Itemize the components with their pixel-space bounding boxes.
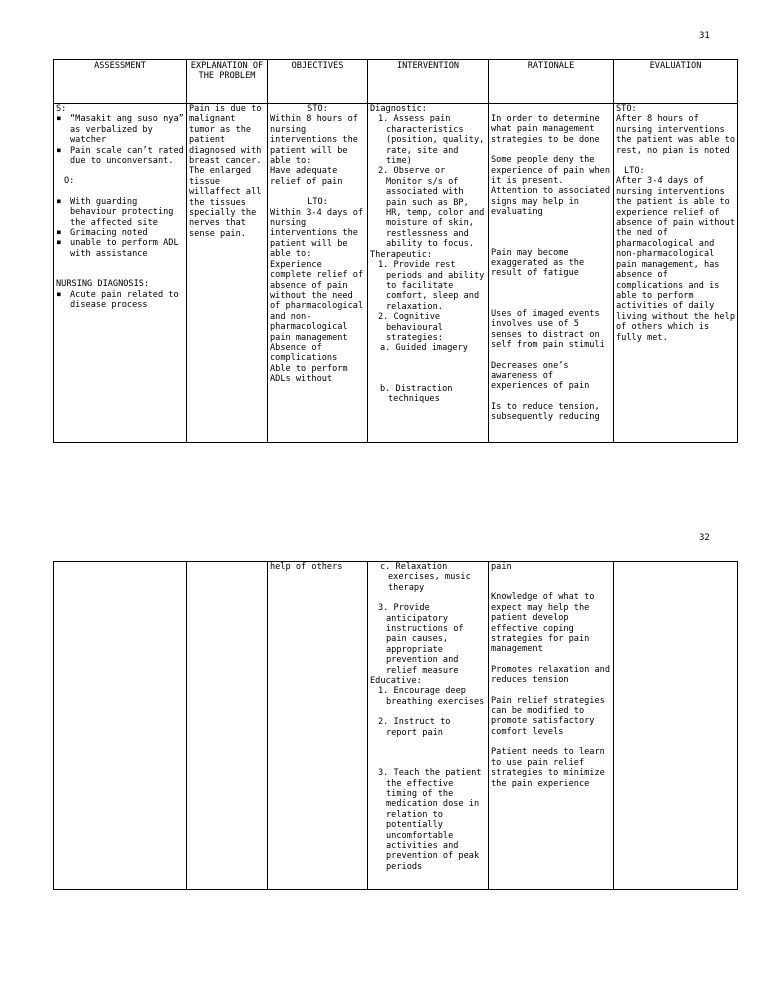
care-plan-table-page-1: [53, 59, 738, 443]
sto-label: STO:: [616, 104, 637, 114]
sto-text: Within 8 hours of nursing interventions the patient will be able to:: [270, 114, 358, 167]
list-item: ■ unable to perform ADL with assistance: [70, 238, 184, 259]
list-item: 1. Encourage deep breathing exercises: [378, 686, 485, 707]
assessment-cell: [54, 104, 187, 443]
objectives-cell: help of others: [268, 562, 368, 890]
rationale-item: Knowledge of what to expect may help the patient develop effective coping strategies for pain management: [491, 592, 595, 655]
rationale-item: Decreases one’s awareness of experiences of pain: [491, 360, 590, 392]
nursing-diagnosis-label: NURSING DIAGNOSIS:: [56, 279, 150, 290]
lto-text: After 3-4 days of nursing interventions the patient is able to experience relief of absence of pain without the ned of pharmacological and non-pharmacological pain management, has absence of complications and is able to perform activities of daily living without the help of others which is fully met.: [616, 176, 735, 343]
rationale-cell: [489, 562, 614, 890]
list-item: c. Relaxation exercises, music therapy: [380, 562, 471, 593]
table-header-row: [54, 60, 738, 104]
rationale-item: pain: [491, 562, 512, 572]
table-row: [54, 104, 738, 443]
page-number: 31: [699, 31, 710, 41]
rationale-cell: [489, 104, 614, 443]
sto-text: After 8 hours of nursing interventions the patient was able to rest, no pian is noted: [616, 114, 735, 156]
rationale-item: Uses of imaged events involves use of 5 senses to distract on self from pain stimuli: [491, 308, 605, 351]
rationale-item: In order to determine what pain management strategies to be done: [491, 114, 600, 145]
list-item: a. Guided imagery: [380, 343, 468, 354]
lto-goal: Able to perform ADLs without: [270, 363, 348, 385]
lto-label: LTO:: [624, 166, 645, 177]
evaluation-cell: [614, 104, 738, 443]
care-plan-table-page-2: [53, 561, 738, 890]
rationale-item: Pain may become exaggerated as the result of fatigue: [491, 247, 585, 279]
lto-goal: Experience complete relief of absence of pain without the need of pharmacological and non-pharmacological pain management: [270, 259, 364, 343]
objectives-cell: [268, 104, 368, 443]
list-item: 3. Teach the patient the effective timing of the medication dose in relation to potentially uncomfortable activities and prevention of peak periods: [378, 768, 482, 872]
diagnostic-label: Diagnostic:: [370, 104, 427, 114]
list-item: ■ Acute pain related to disease process: [70, 290, 184, 311]
page-number: 32: [699, 533, 710, 543]
subjective-list: [56, 114, 184, 166]
header-intervention: INTERVENTION: [368, 60, 489, 104]
list-item: 2. Cognitive behavioural strategies:: [378, 312, 443, 343]
list-item: ■ Grimacing noted: [70, 228, 184, 238]
intervention-cell: [368, 562, 489, 890]
list-item: 2. Instruct to report pain: [378, 717, 451, 738]
list-item: ■ “Masakit ang suso nya” as verbalized by watcher: [70, 114, 184, 145]
objective-list: [56, 197, 184, 259]
explanation-cell: [187, 562, 268, 890]
lto-goal: Absence of complications: [270, 342, 338, 364]
intervention-cell: [368, 104, 489, 443]
header-evaluation: EVALUATION: [614, 60, 738, 104]
educative-label: Educative:: [370, 676, 422, 687]
sto-goal: Have adequate relief of pain: [270, 166, 343, 187]
header-explanation: EXPLANATION OF THE PROBLEM: [187, 60, 268, 104]
lto-text: Within 3-4 days of nursing interventions the patient will be able to:: [270, 207, 364, 260]
objective-label: O:: [64, 176, 75, 187]
explanation-cell: Pain is due to malignant tumor as the patient diagnosed with breast cancer. The enlarged tissue willaffect all the tissues specially the nerves that sense pain.: [187, 104, 268, 443]
therapeutic-label: Therapeutic:: [370, 249, 433, 260]
list-item: 3. Provide anticipatory instructions of pain causes, appropriate prevention and relief measure: [378, 603, 464, 676]
rationale-item: Patient needs to learn to use pain relief strategies to minimize the pain experience: [491, 747, 605, 789]
list-item: b. Distraction techniques: [380, 383, 453, 405]
nursing-diagnosis-list: [56, 290, 184, 311]
therapeutic-list: [370, 260, 486, 343]
list-item: 1. Assess pain characteristics (position, quality, rate, site and time): [378, 114, 485, 167]
rationale-item: Is to reduce tension, subsequently reducing: [491, 401, 600, 423]
list-item: ■ With guarding behaviour protecting the affected site: [70, 197, 184, 228]
sto-label: STO:: [307, 104, 328, 114]
therapeutic-list: [370, 603, 486, 676]
list-item: ■ Pain scale can’t rated due to unconversant.: [70, 146, 184, 167]
evaluation-cell: [614, 562, 738, 890]
header-objectives: OBJECTIVES: [268, 60, 368, 104]
list-item: 2. Observe or Monitor s/s of associated with pain such as BP, HR, temp, color and moisture of skin, restlessness and ability to focus.: [378, 166, 485, 250]
table-row: [54, 562, 738, 890]
subjective-label: S:: [56, 104, 67, 114]
lto-label: LTO:: [307, 197, 328, 208]
header-rationale: RATIONALE: [489, 60, 614, 104]
rationale-item: Some people deny the experience of pain when it is present. Attention to associated signs may help in evaluating: [491, 155, 610, 218]
header-assessment: ASSESSMENT: [54, 60, 187, 104]
assessment-cell: [54, 562, 187, 890]
list-item: 1. Provide rest periods and ability to facilitate comfort, sleep and relaxation.: [378, 260, 485, 312]
rationale-item: Pain relief strategies can be modified to promote satisfactory comfort levels: [491, 695, 605, 737]
educative-list: [370, 686, 486, 872]
diagnostic-list: [370, 114, 486, 249]
rationale-item: Promotes relaxation and reduces tension: [491, 664, 610, 686]
